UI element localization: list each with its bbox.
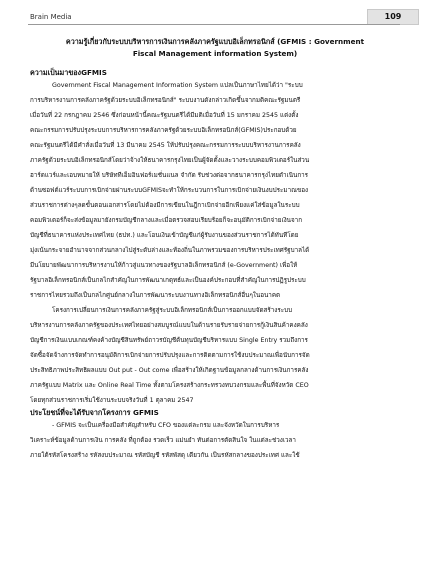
- section-heading-benefits: ประโยชน์ที่จะได้รับจากโครงการ GFMIS: [30, 408, 159, 417]
- text-line: ราชการไทยรวมถึงเป็นกลไกศูนย์กลางในการพัฒนาระบบงานทางอิเล็กทรอนิกส์อื่นๆในอนาคต: [30, 292, 281, 299]
- document-title: [30, 36, 400, 60]
- text-line: จัดซื้อจัดจ้างการจัดทำการอนุมัติการเบิกจ่ายการปรับปรุงและการติดตามการใช้งบประมาณเพื่อนับการจัด: [30, 352, 310, 359]
- text-line: มุ่งเน้นกระจายอำนาจจากส่วนกลางไปสู่ระดับล่างและท้องถิ่นในภาพรวมของการบริหารประเทศรัฐบาลได้: [30, 247, 310, 254]
- text-line: คณะกรรมการปรับปรุงระบบการบริหารการคลังภาครัฐด้วยระบบอิเล็กทรอนิกส์(GFMIS)ประกอบด้วย: [30, 127, 297, 134]
- page-header: [0, 0, 429, 24]
- section1-paragraph2: [30, 303, 400, 408]
- text-line: ภาครัฐแบบ Matrix และ Online Real Time ทั้งตามโครงสร้างกระทรวงทบวงกรมและพื้นที่จังหวัด CEO: [30, 382, 309, 389]
- text-line: บัญชีที่ธนาคารแห่งประเทศไทย (ธปท.) และโอนเงินเข้าบัญชีแก่ผู้รับงานของส่วนราชการได้ทันทีโดย: [30, 232, 299, 239]
- text-line: บัญชีการเงินแบบเกณฑ์คงค้างบัญชีสินทรัพย์ถาวรบัญชีต้นทุนบัญชีบริหารแบบ Single Entry รวมถึงการ: [30, 337, 308, 344]
- document-body: [30, 36, 400, 463]
- text-line: การบริหารงานการคลังภาครัฐด้วยระบบอิเล็กทรอนิกส์" ระบบงานดังกล่าวเกิดขึ้นจากมติคณะรัฐมนตรี: [30, 97, 301, 104]
- section-heading-background: ความเป็นมาของGFMIS: [30, 68, 107, 77]
- page-number: 109: [367, 9, 419, 25]
- text-line: วิเคราะห์ข้อมูลด้านการเงิน การคลัง ที่ถูกต้อง รวดเร็ว แม่นยำ ทันต่อการตัดสินใจ ในแต่ละช่วงเวลา: [30, 437, 296, 444]
- title-line: ความรู้เกี่ยวกับระบบบริหารการเงินการคลังภาครัฐแบบอิเล็กทรอนิกส์ (GFMIS : Government: [65, 37, 365, 46]
- text-line: ด้านซอฟต์แวร์ระบบการเบิกจ่ายผ่านระบบGFMISจะทำให้กระบวนการในการเบิกจ่ายเงินงบประมาณของ: [30, 187, 309, 194]
- section1-paragraph1: [30, 78, 400, 303]
- brand-name: Brain Media: [30, 13, 72, 21]
- text-line: โดยทุกส่วนราชการเริ่มใช้งานระบบจริงวันที่ 1 ตุลาคม 2547: [30, 397, 194, 404]
- title-line: Fiscal Management information System): [132, 49, 298, 58]
- text-line: คอมพิวเตอร์ก็จะส่งข้อมูลมายังกรมบัญชีกลางและเมื่อตรวจสอบเรียบร้อยก็จะอนุมัติการเบิกจ่ายเงินจาก: [30, 217, 303, 224]
- text-line: ภายใต้รหัสโครงสร้าง รหัสงบประมาณ รหัสบัญชี รหัสพัสดุ เดียวกัน เป็นรหัสกลางของประเทศ และใช้: [30, 452, 300, 459]
- text-line: - GFMIS จะเป็นเครื่องมือสำคัญสำหรับ CFO ของแต่ละกรม และจังหวัดในการบริหาร: [52, 422, 280, 429]
- text-line: บริหารงานการคลังภาครัฐของประเทศไทยอย่างสมบูรณ์แบบในด้านรายรับรายจ่ายการกู้เงินสินค้าคงคลัง: [30, 322, 308, 329]
- text-line: เมื่อวันที่ 22 กรกฎาคม 2546 ซึ่งก่อนหน้านี้คณะรัฐมนตรีได้มีมติเมื่อวันที่ 15 มกราคม 2545 แต่งตั้ง: [30, 112, 299, 119]
- text-line: โครงการเปลี่ยนการเงินการคลังภาครัฐสู่ระบบอิเล็กทรอนิกส์เป็นการออกแบบจัดสร้างระบบ: [52, 307, 293, 314]
- header-divider: [28, 24, 400, 25]
- text-line: Government Fiscal Management Information System แปลเป็นภาษาไทยได้ว่า "ระบบ: [52, 82, 303, 89]
- text-line: รัฐบาลอิเล็กทรอนิกส์เป็นกลไกสำคัญในการพัฒนาเกดุทธ์และเป็นองค์ประกอบที่สำคัญในการปฏิรูประบบ: [30, 277, 306, 284]
- text-line: ประสิทธิภาพประสิทธิผลแบบ Out put - Out come เพื่อสร้างให้เกิดฐานข้อมูลกลางด้านการเงินการคลัง: [30, 367, 309, 374]
- text-line: ฮาร์ดแวร์และเอบหมายให้ บริษัททีเอ็มอินฟอร์เมชั่นแนล จำกัด รับช่วงต่อจากธนาคารกรุงไทยดำเนินการ: [30, 172, 309, 179]
- section2-paragraph1: [30, 418, 400, 463]
- text-line: ภาครัฐด้วยระบบอิเล็กทรอนิกส์โดยว่าจ้างให้ธนาคารกรุงไทยเป็นผู้จัดตั้งและวางระบบคอมพิวเตอร์ในส่วน: [30, 157, 310, 164]
- text-line: ส่วนราชการต่างๆลดขั้นตอนเอกสารโดยไม่ต้องมีการเขียนในฎีกาเบิกจ่ายอีกเพียงแค่ใส่ข้อมูลในระบบ: [30, 202, 300, 209]
- text-line: คณะรัฐมนตรีได้มีคำสั่งเมื่อวันที่ 13 มีนาคม 2545 ให้ปรับปรุงคณะกรรมการระบบบริหารงานการคลัง: [30, 142, 301, 149]
- text-line: มีนโยบายพัฒนาการบริหารงานให้ก้าวสู่แนวทางของรัฐบาลอิเล็กทรอนิกส์ (e-Government) เพื่อให้: [30, 262, 298, 269]
